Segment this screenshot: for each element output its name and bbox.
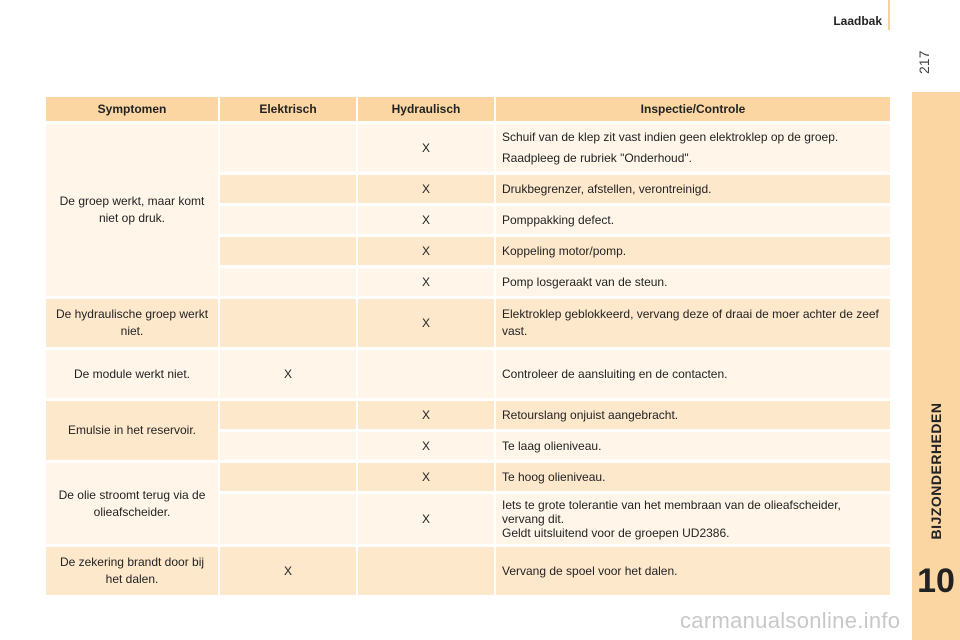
inspection-cell: Elektroklep geblokkeerd, vervang deze of draai de moer achter de zeef vast.: [496, 299, 890, 347]
inspection-cell: Pomppakking defect.: [496, 206, 890, 234]
table-row: [46, 350, 890, 398]
electric-cell: X: [220, 350, 356, 398]
chapter-side-tab: [912, 92, 960, 640]
chapter-number: 10: [917, 562, 955, 600]
hydraulic-cell: X: [358, 494, 494, 544]
page-number-text: 217: [916, 50, 932, 74]
electric-cell: [220, 124, 356, 172]
column-header-hydraulic: Hydraulisch: [358, 97, 494, 121]
inspection-line: Iets te grote tolerantie van het membraan van de olieafscheider, vervang dit.: [502, 498, 841, 526]
hydraulic-cell: [358, 547, 494, 595]
inspection-line: Geldt uitsluitend voor de groepen UD2386.: [502, 526, 730, 540]
table-row: [46, 463, 890, 491]
electric-cell: [220, 237, 356, 265]
chapter-label: [912, 386, 960, 556]
inspection-cell: Retourslang onjuist aangebracht.: [496, 401, 890, 429]
column-header-electric: Elektrisch: [220, 97, 356, 121]
header-divider: [888, 0, 890, 30]
electric-cell: [220, 463, 356, 491]
inspection-line: Raadpleeg de rubriek "Onderhoud".: [502, 151, 692, 165]
page-number: [914, 46, 934, 86]
column-header-symptoms: Symptomen: [46, 97, 218, 121]
chapter-label-text: BIJZONDERHEDEN: [928, 402, 944, 540]
watermark: carmanualsonline.info: [680, 608, 901, 633]
symptom-cell: Emulsie in het reservoir.: [46, 401, 218, 460]
section-title: Laadbak: [833, 14, 882, 28]
inspection-cell: Drukbegrenzer, afstellen, verontreinigd.: [496, 175, 890, 203]
electric-cell: [220, 401, 356, 429]
table-row: [46, 401, 890, 429]
hydraulic-cell: [358, 350, 494, 398]
hydraulic-cell: X: [358, 432, 494, 460]
inspection-cell: Vervang de spoel voor het dalen.: [496, 547, 890, 595]
inspection-cell: Pomp losgeraakt van de steun.: [496, 268, 890, 296]
hydraulic-cell: X: [358, 268, 494, 296]
inspection-cell: Controleer de aansluiting en de contacten.: [496, 350, 890, 398]
table-header-row: [46, 97, 890, 121]
hydraulic-cell: X: [358, 401, 494, 429]
symptom-cell: De hydraulische groep werkt niet.: [46, 299, 218, 347]
symptom-cell: De module werkt niet.: [46, 350, 218, 398]
electric-cell: [220, 299, 356, 347]
hydraulic-cell: X: [358, 206, 494, 234]
symptom-cell: De zekering brandt door bij het dalen.: [46, 547, 218, 595]
electric-cell: [220, 175, 356, 203]
inspection-cell: Te laag olieniveau.: [496, 432, 890, 460]
electric-cell: [220, 432, 356, 460]
symptom-cell: De olie stroomt terug via de olieafscheider.: [46, 463, 218, 544]
table-row: [46, 299, 890, 347]
hydraulic-cell: X: [358, 463, 494, 491]
inspection-cell: Koppeling motor/pomp.: [496, 237, 890, 265]
symptom-cell: De groep werkt, maar komt niet op druk.: [46, 124, 218, 296]
electric-cell: [220, 268, 356, 296]
inspection-cell: Te hoog olieniveau.: [496, 463, 890, 491]
electric-cell: X: [220, 547, 356, 595]
electric-cell: [220, 206, 356, 234]
hydraulic-cell: X: [358, 299, 494, 347]
hydraulic-cell: X: [358, 237, 494, 265]
inspection-line: Schuif van de klep zit vast indien geen elektroklep op de groep.: [502, 130, 839, 144]
inspection-cell: [496, 124, 890, 172]
inspection-cell: [496, 494, 890, 544]
troubleshooting-table: [44, 94, 892, 598]
electric-cell: [220, 494, 356, 544]
table-row: [46, 124, 890, 172]
table-row: [46, 547, 890, 595]
column-header-inspection: Inspectie/Controle: [496, 97, 890, 121]
hydraulic-cell: X: [358, 124, 494, 172]
hydraulic-cell: X: [358, 175, 494, 203]
